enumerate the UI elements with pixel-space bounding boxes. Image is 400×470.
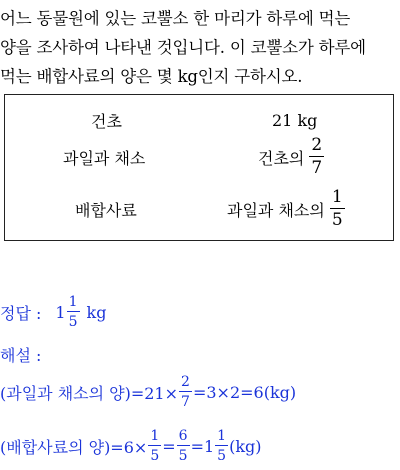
- table-row-3-value: [227, 187, 345, 231]
- explanation-line-2-fraction-b: [177, 429, 190, 463]
- fraction-numerator: 1: [150, 428, 160, 444]
- table-row-1-value: 21 kg: [272, 110, 318, 130]
- explanation-line-2-suffix: (kg): [229, 436, 262, 456]
- question-line-3: 먹는 배합사료의 양은 몇 kg인지 구하시오.: [0, 67, 303, 86]
- question-line-1: 어느 동물원에 있는 코뿔소 한 마리가 하루에 먹는: [0, 9, 351, 28]
- fraction-denominator: 7: [181, 394, 190, 410]
- explanation-label: 해설 :: [0, 345, 42, 365]
- explanation-line-2: [0, 425, 262, 467]
- explanation-line-2-mid: =: [162, 436, 176, 456]
- answer-line: [0, 292, 106, 332]
- answer-unit: kg: [86, 302, 107, 322]
- explanation-line-2-fraction-c: [215, 429, 228, 463]
- table-row-2-value-text: 건초의: [258, 148, 305, 168]
- fraction-denominator: 5: [217, 448, 227, 464]
- table-row-3-value-text: 과일과 채소의: [227, 200, 325, 220]
- table-row-2-fraction: [309, 137, 324, 177]
- table-row-3-label: 배합사료: [75, 200, 137, 220]
- explanation-line-1: [0, 371, 296, 413]
- fraction-numerator: 1: [331, 187, 343, 207]
- fraction-numerator: 2: [311, 135, 323, 155]
- explanation-line-2-mid2: =1: [190, 436, 215, 456]
- explanation-line-1-suffix: =3×2=6(kg): [192, 382, 297, 402]
- fraction-numerator: 2: [181, 374, 190, 390]
- table-row-2-label: 과일과 채소: [63, 148, 146, 168]
- question-text: [0, 4, 400, 91]
- table-row-1-label: 건초: [91, 111, 122, 131]
- question-line-2: 양을 조사하여 나타낸 것입니다. 이 코뿔소가 하루에: [0, 38, 366, 57]
- fraction-denominator: 7: [311, 158, 323, 178]
- answer-whole: 1: [55, 302, 66, 322]
- explanation-line-2-prefix: (배합사료의 양)=6×: [0, 437, 148, 457]
- data-table: [4, 94, 394, 241]
- fraction-denominator: 5: [178, 448, 188, 464]
- fraction-numerator: 1: [217, 428, 227, 444]
- answer-label: 정답 :: [0, 303, 42, 323]
- answer-fraction: [67, 295, 80, 329]
- table-row-2-value: [258, 135, 324, 179]
- explanation-line-2-fraction-a: [148, 429, 161, 463]
- fraction-numerator: 6: [178, 428, 188, 444]
- fraction-denominator: 5: [68, 314, 78, 330]
- fraction-numerator: 1: [68, 294, 78, 310]
- explanation-line-1-fraction: [179, 375, 192, 409]
- table-row-3-fraction: [330, 189, 345, 229]
- fraction-denominator: 5: [331, 210, 343, 230]
- fraction-denominator: 5: [150, 448, 160, 464]
- explanation-line-1-prefix: (과일과 채소의 양)=21×: [0, 383, 179, 403]
